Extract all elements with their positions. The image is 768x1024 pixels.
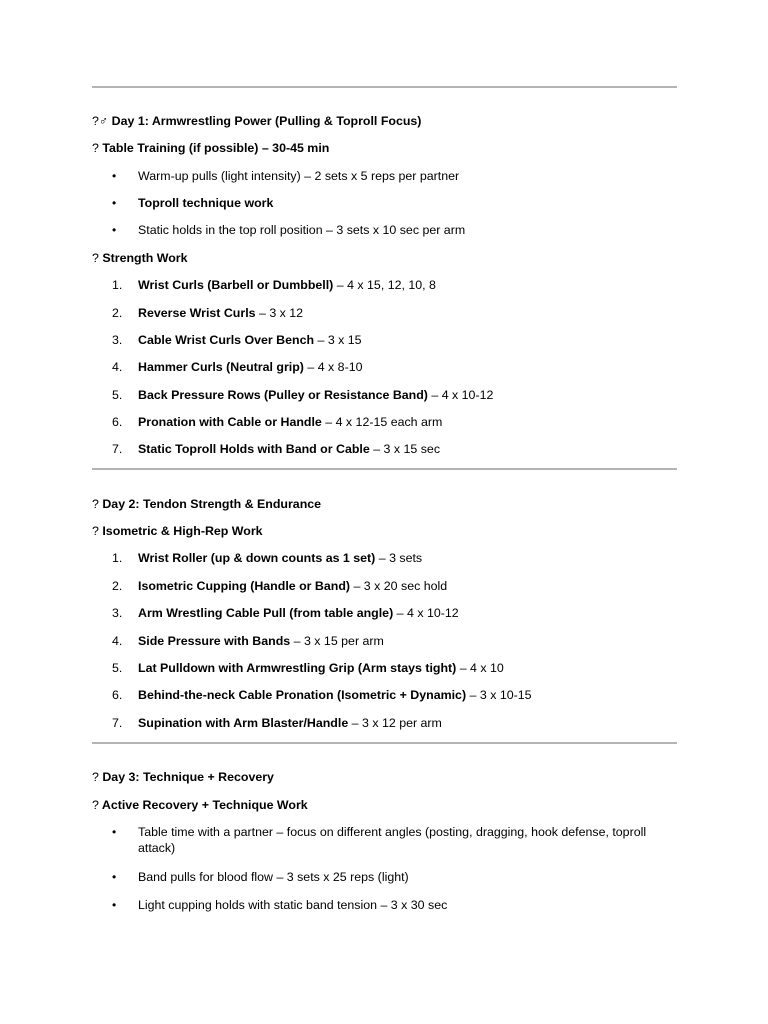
list-item [138,550,422,566]
exercise-detail: – 4 x 10-12 [393,606,459,620]
exercise-detail: – 3 x 15 [314,333,362,347]
exercise-detail: – 4 x 10 [456,661,504,675]
list-number: 1. [112,278,123,292]
list-number: 2. [112,579,123,593]
exercise-detail: – 3 x 15 per arm [290,634,384,648]
list-item [138,605,459,621]
list-number: 5. [112,661,123,675]
target-icon: ? [92,770,99,784]
bullet-icon: • [112,223,117,237]
exercise-name: Reverse Wrist Curls [138,306,256,320]
exercise-name: Back Pressure Rows (Pulley or Resistance Band) [138,388,428,402]
exercise-name: Wrist Roller (up & down counts as 1 set) [138,551,376,565]
list-item [138,305,303,321]
horizontal-rule [92,468,677,470]
bullet-icon: • [112,870,117,884]
list-item [138,222,465,238]
active-recovery-title: Active Recovery + Technique Work [101,798,308,812]
list-item [138,414,442,430]
horizontal-rule [92,742,677,744]
timer-icon: ? [92,524,99,538]
exercise-name: Behind-the-neck Cable Pronation (Isometric + Dynamic) [138,688,467,702]
exercise-name: Side Pressure with Bands [138,634,291,648]
list-number: 7. [112,716,123,730]
day3-heading [92,769,274,785]
list-item [138,824,658,856]
horizontal-rule [92,86,677,88]
list-item [138,633,384,649]
strength-work-title: Strength Work [102,251,188,265]
exercise-detail: – 3 sets [375,551,423,565]
bullet-icon: • [112,169,117,183]
list-number: 3. [112,606,123,620]
list-number: 5. [112,388,123,402]
exercise-name: Wrist Curls (Barbell or Dumbbell) [138,278,334,292]
list-number: 2. [112,306,123,320]
list-number: 3. [112,333,123,347]
table-icon: ? [92,141,99,155]
list-item [138,687,532,703]
list-number: 4. [112,634,123,648]
exercise-detail: – 4 x 8-10 [303,360,363,374]
day1-title: Day 1: Armwrestling Power (Pulling & Toproll Focus) [111,114,422,128]
exercise-name: Cable Wrist Curls Over Bench [138,333,315,347]
exercise-detail: – 4 x 10-12 [427,388,494,402]
list-item [138,578,447,594]
list-item [138,332,362,348]
exercise-detail: – 3 x 12 [255,306,304,320]
list-item [138,715,442,731]
table-training-title: Table Training (if possible) – 30-45 min [102,141,330,155]
isometric-heading [92,523,263,539]
exercise-name: Lat Pulldown with Armwrestling Grip (Arm stays tight) [138,661,457,675]
list-item-text: Table time with a partner – focus on different angles (posting, dragging, hook defense, toproll attack) [138,825,647,855]
list-item [138,869,409,885]
muscle-icon: ? [92,497,99,511]
list-item [138,897,447,913]
list-number: 6. [112,688,123,702]
day2-title: Day 2: Tendon Strength & Endurance [102,497,322,511]
exercise-name: Isometric Cupping (Handle or Band) [138,579,351,593]
exercise-detail: – 3 x 20 sec hold [350,579,448,593]
list-item [138,660,504,676]
exercise-name: Hammer Curls (Neutral grip) [138,360,304,374]
strength-icon: ? [92,251,99,265]
bullet-icon: • [112,196,117,210]
day2-heading [92,496,321,512]
exercise-detail: – 3 x 10-15 [466,688,532,702]
isometric-title: Isometric & High-Rep Work [102,524,263,538]
list-item-text: Light cupping holds with static band tension – 3 x 30 sec [138,898,448,912]
exercise-name: Pronation with Cable or Handle [138,415,322,429]
bullet-icon: • [112,825,117,839]
list-number: 6. [112,415,123,429]
list-number: 1. [112,551,123,565]
exercise-detail: – 3 x 12 per arm [348,716,442,730]
day1-heading [92,113,421,129]
list-item [138,359,363,375]
list-item [138,195,273,211]
exercise-detail: – 4 x 12-15 each arm [321,415,443,429]
exercise-detail: – 3 x 15 sec [369,442,441,456]
bullet-icon: • [112,898,117,912]
list-item [138,441,440,457]
recovery-icon: ? [92,798,99,812]
list-item [138,277,436,293]
list-item-bold: Toproll technique work [138,196,274,210]
active-recovery-heading [92,797,308,813]
day3-title: Day 3: Technique + Recovery [102,770,274,784]
list-item [138,387,493,403]
table-training-heading [92,140,329,156]
list-item [138,168,459,184]
flexed-arm-icon: ?♂ [92,114,109,128]
strength-work-heading [92,250,188,266]
exercise-name: Supination with Arm Blaster/Handle [138,716,349,730]
exercise-detail: – 4 x 15, 12, 10, 8 [333,278,436,292]
list-item-text: Static holds in the top roll position – 3 sets x 10 sec per arm [138,223,466,237]
list-item-text: Warm-up pulls (light intensity) – 2 sets x 5 reps per partner [138,169,460,183]
exercise-name: Arm Wrestling Cable Pull (from table angle) [138,606,394,620]
list-item-text: Band pulls for blood flow – 3 sets x 25 reps (light) [138,870,409,884]
list-number: 4. [112,360,123,374]
list-number: 7. [112,442,123,456]
exercise-name: Static Toproll Holds with Band or Cable [138,442,370,456]
